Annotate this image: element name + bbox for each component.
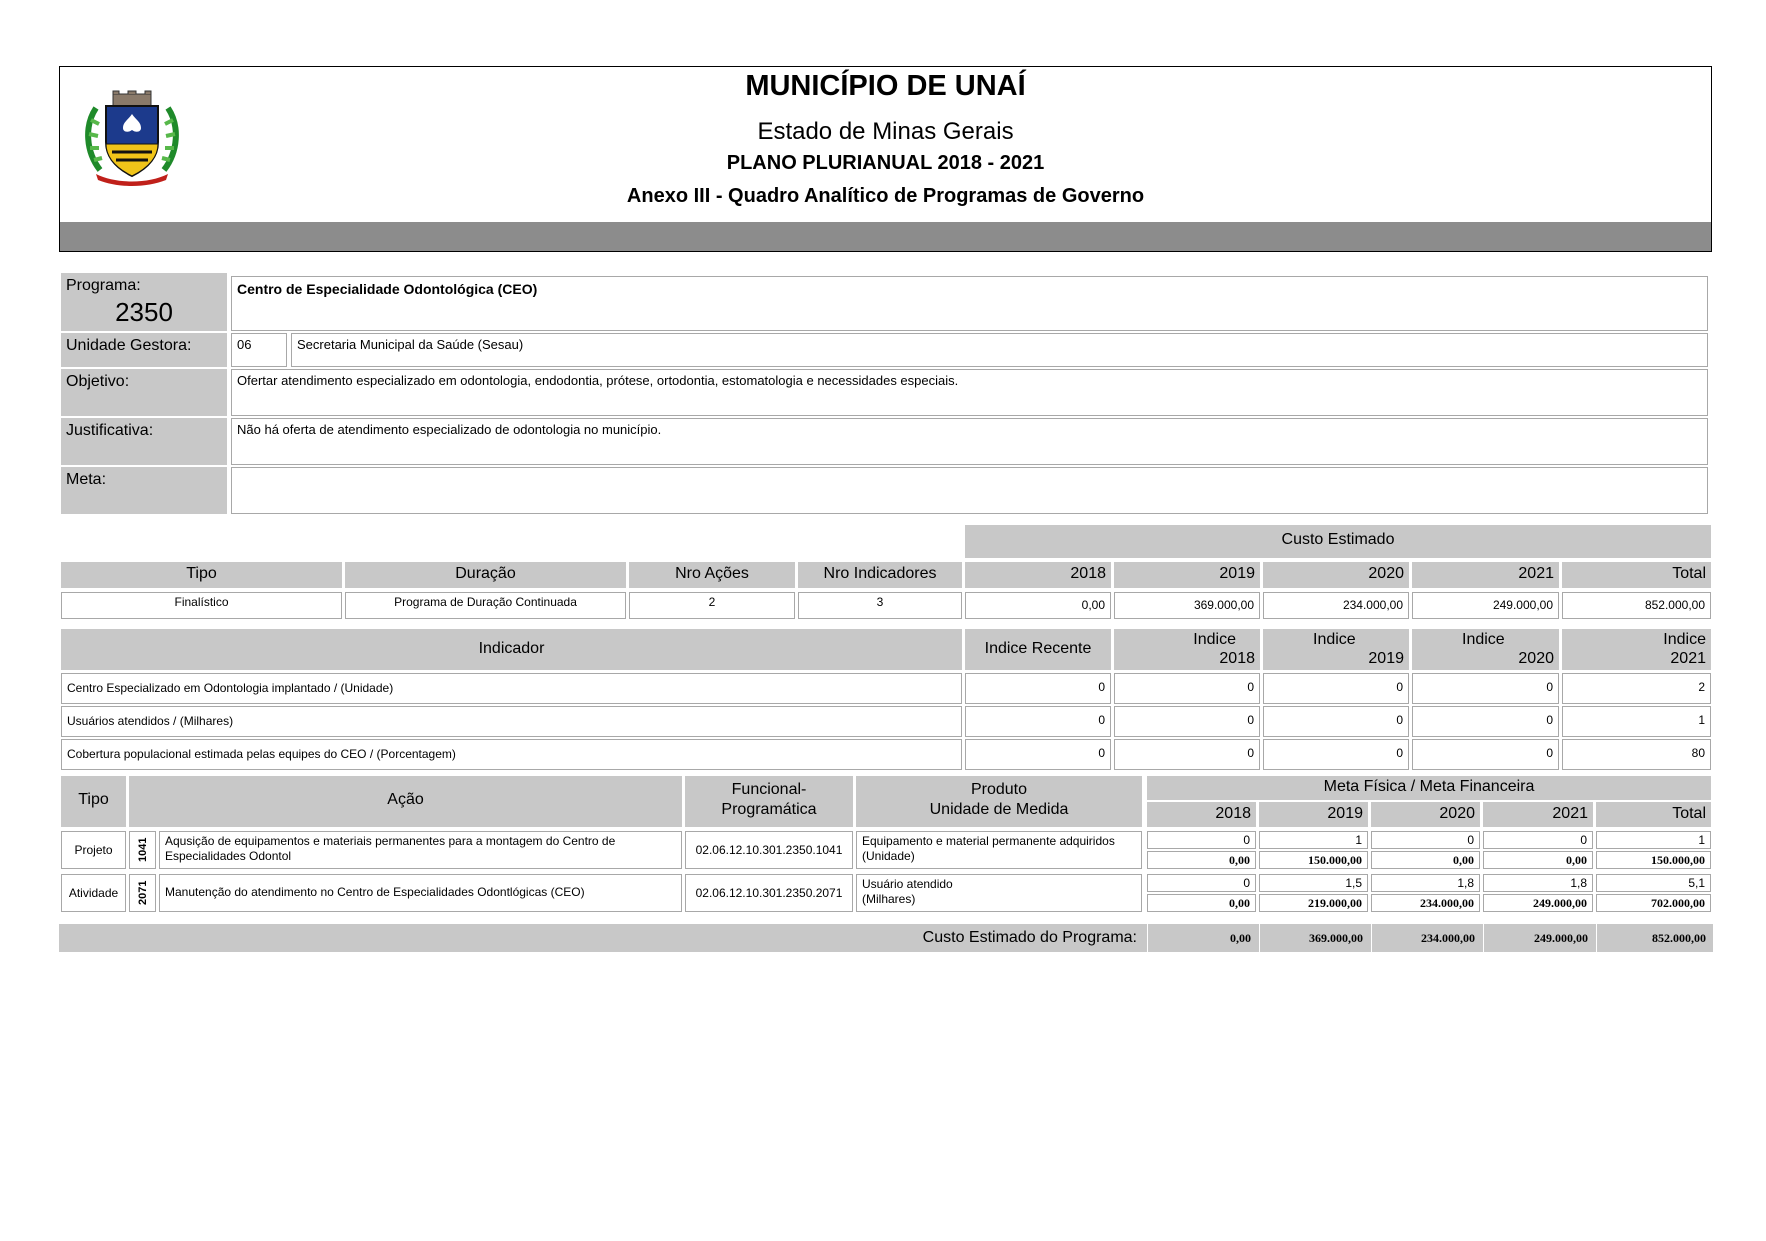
program-cost-value: 852.000,00 [1596,924,1711,952]
program-cost-value: 0,00 [1147,924,1256,952]
action-meta-fisica: 0 [1483,831,1593,849]
action-meta-fisica: 0 [1147,831,1256,849]
action-meta-financeira: 150.000,00 [1596,851,1711,869]
programa-label: Programa: [66,277,141,294]
indice-2020-label: Indice [1462,631,1505,648]
indicador-header: Indicador [61,629,962,670]
indicator-row-value: 0 [1263,673,1409,704]
action-meta-financeira: 249.000,00 [1483,894,1593,912]
indicator-row-value: 2 [1562,673,1711,704]
action-meta-financeira: 0,00 [1371,851,1480,869]
action-produto-unit: (Milhares) [862,892,916,906]
meta-label: Meta: [61,467,227,514]
action-meta-financeira: 234.000,00 [1371,894,1480,912]
produto-header [856,776,1142,827]
indicator-row-name: Centro Especializado em Odontologia implantado / (Unidade) [61,673,962,704]
indicator-row-value: 0 [1114,739,1260,770]
action-funcional: 02.06.12.10.301.2350.2071 [685,874,853,912]
program-cost-value: 369.000,00 [1259,924,1368,952]
funcional-header [685,776,853,827]
objetivo-text: Ofertar atendimento especializado em odontologia, endodontia, prótese, ortodontia, estomatologia e necessidades especiais. [231,369,1708,416]
indicator-row-name: Cobertura populacional estimada pelas equipes do CEO / (Porcentagem) [61,739,962,770]
summary-cost-2018: 0,00 [965,592,1111,619]
summary-cost-2021: 249.000,00 [1412,592,1559,619]
action-meta-fisica: 1 [1259,831,1368,849]
summary-duracao-header: Duração [345,562,626,588]
action-produto [856,831,1142,869]
summary-tipo-header: Tipo [61,562,342,588]
indice-2018-label: Indice [1193,631,1236,648]
funcional-header-line2: Programática [721,801,817,818]
action-funcional: 02.06.12.10.301.2350.1041 [685,831,853,869]
acao-year-2019-header: 2019 [1259,802,1368,827]
action-tipo: Projeto [61,831,126,869]
summary-cost-total: 852.000,00 [1562,592,1711,619]
summary-nro-indicadores-header: Nro Indicadores [798,562,962,588]
action-produto-name: Usuário atendido [862,877,953,891]
program-cost-value: 249.000,00 [1483,924,1593,952]
action-meta-fisica: 1 [1596,831,1711,849]
action-meta-financeira: 702.000,00 [1596,894,1711,912]
indice-2020-header [1412,629,1559,670]
annex-title: Anexo III - Quadro Analítico de Programas de Governo [626,185,1145,207]
action-tipo: Atividade [61,874,126,912]
action-meta-fisica: 1,5 [1259,874,1368,892]
action-meta-financeira: 219.000,00 [1259,894,1368,912]
indice-recente-header: Indice Recente [965,629,1111,670]
indicator-row-value: 0 [1412,739,1559,770]
acao-year-2020-header: 2020 [1371,802,1480,827]
action-code: 1041 [129,831,156,869]
meta-fisica-financeira-header: Meta Física / Meta Financeira [1147,776,1711,800]
action-meta-financeira: 150.000,00 [1259,851,1368,869]
action-description: Aqusição de equipamentos e materiais permanentes para a montagem do Centro de Especialidades Odontol [159,831,682,869]
indicator-row-value: 0 [1114,673,1260,704]
program-code: 2350 [115,297,173,327]
summary-year-2019-header: 2019 [1114,562,1260,588]
action-meta-fisica: 0 [1147,874,1256,892]
program-cost-label: Custo Estimado do Programa: [922,929,1137,946]
action-meta-financeira: 0,00 [1483,851,1593,869]
funcional-header-line1: Funcional- [731,781,807,798]
justificativa-label: Justificativa: [61,418,227,465]
summary-nro-acoes-header: Nro Ações [629,562,795,588]
action-description: Manutenção do atendimento no Centro de Especialidades Odontlógicas (CEO) [159,874,682,912]
summary-nro-indicadores: 3 [798,592,962,619]
programa-label-cell [61,273,227,331]
action-produto [856,874,1142,912]
action-meta-financeira: 0,00 [1147,894,1256,912]
indice-2019-year: 2019 [1368,650,1404,667]
indicator-row-name: Usuários atendidos / (Milhares) [61,706,962,737]
state-subtitle: Estado de Minas Gerais [757,118,1014,145]
acao-header: Ação [129,776,682,827]
acao-total-header: Total [1596,802,1711,827]
action-meta-fisica: 1,8 [1371,874,1480,892]
action-meta-fisica: 0 [1371,831,1480,849]
indicator-row-value: 80 [1562,739,1711,770]
header-bar [59,222,1712,252]
unidade-gestora-code: 06 [231,333,287,367]
municipality-title: MUNICÍPIO DE UNAÍ [745,70,1026,102]
indicator-row-value: 0 [965,706,1111,737]
unidade-gestora-label: Unidade Gestora: [61,333,227,367]
summary-year-2021-header: 2021 [1412,562,1559,588]
custo-estimado-header: Custo Estimado [965,525,1711,558]
program-name: Centro de Especialidade Odontológica (CEO) [231,276,1708,331]
summary-cost-2020: 234.000,00 [1263,592,1409,619]
summary-year-2018-header: 2018 [965,562,1111,588]
indice-2020-year: 2020 [1518,650,1554,667]
indice-2019-label: Indice [1313,631,1356,648]
summary-year-2020-header: 2020 [1263,562,1409,588]
indice-2019-header [1263,629,1409,670]
action-produto-unit: (Unidade) [862,849,915,863]
program-cost-value: 234.000,00 [1371,924,1480,952]
produto-header-line1: Produto [970,781,1028,798]
unidade-gestora-name: Secretaria Municipal da Saúde (Sesau) [291,333,1708,367]
indice-2018-header [1114,629,1260,670]
plan-title: PLANO PLURIANUAL 2018 - 2021 [726,152,1045,174]
acao-tipo-header: Tipo [61,776,126,827]
indicator-row-value: 0 [1114,706,1260,737]
action-meta-fisica: 1,8 [1483,874,1593,892]
acao-year-2018-header: 2018 [1147,802,1256,827]
action-meta-financeira: 0,00 [1147,851,1256,869]
objetivo-label: Objetivo: [61,369,227,416]
indicator-row-value: 0 [1263,739,1409,770]
justificativa-text: Não há oferta de atendimento especializado de odontologia no município. [231,418,1708,465]
meta-text [231,467,1708,514]
indicator-row-value: 0 [965,673,1111,704]
indice-2021-label: Indice [1663,631,1706,648]
indice-2021-year: 2021 [1670,650,1706,667]
indicator-row-value: 0 [1412,673,1559,704]
indice-2018-year: 2018 [1219,650,1255,667]
indicator-row-value: 1 [1562,706,1711,737]
action-code: 2071 [129,874,156,912]
indicator-row-value: 0 [965,739,1111,770]
action-meta-fisica: 5,1 [1596,874,1711,892]
acao-year-2021-header: 2021 [1483,802,1593,827]
summary-total-header: Total [1562,562,1711,588]
summary-cost-2019: 369.000,00 [1114,592,1260,619]
indicator-row-value: 0 [1412,706,1559,737]
indice-2021-header [1562,629,1711,670]
summary-tipo: Finalístico [61,592,342,619]
summary-duracao: Programa de Duração Continuada [345,592,626,619]
summary-nro-acoes: 2 [629,592,795,619]
produto-header-line2: Unidade de Medida [929,801,1069,818]
action-produto-name: Equipamento e material permanente adquiridos [862,834,1115,848]
indicator-row-value: 0 [1263,706,1409,737]
